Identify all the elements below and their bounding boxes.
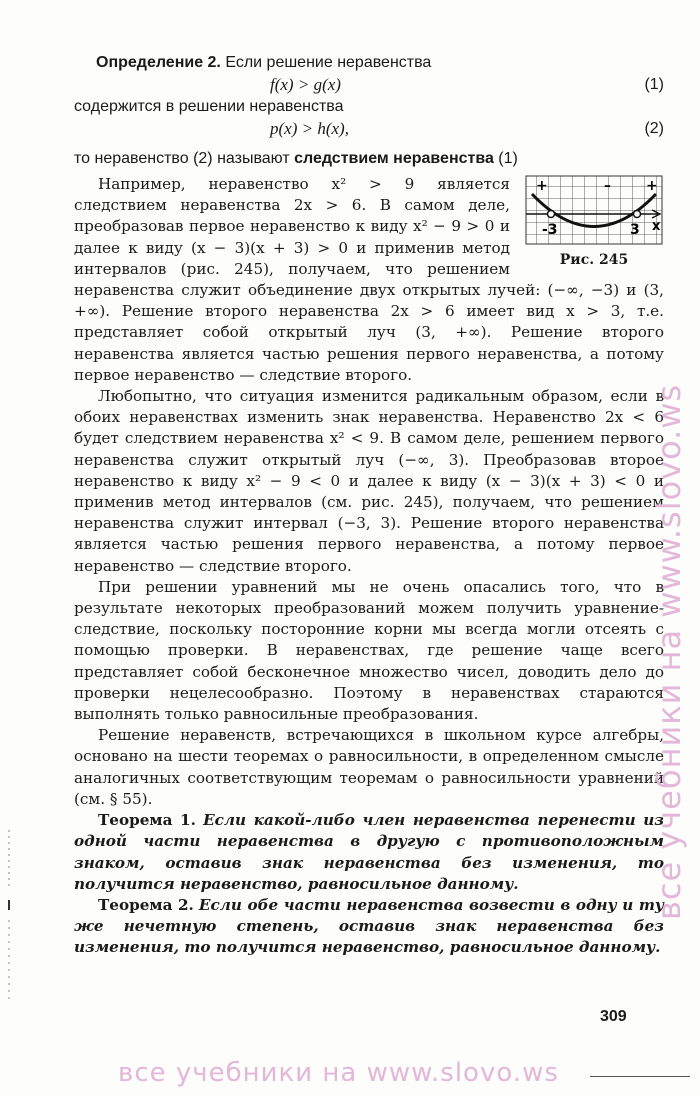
margin-scan-marks (4, 830, 14, 1000)
bottom-rule (590, 1076, 690, 1077)
label-minus-3: -3 (542, 222, 558, 238)
theorem-2-text: Если обе части неравенства возвести в одну и ту же нечетную степень, оставив знак неравенства без изменения, то получится неравенство, равносильное данному. (74, 895, 664, 957)
sign-minus: – (604, 178, 611, 194)
label-plus-3: 3 (630, 222, 640, 238)
definition-conclusion-post: (1) (493, 150, 518, 167)
watermark-side: все учебники на www.slovo.ws (650, 383, 688, 920)
formula-2-number: (2) (644, 120, 664, 137)
definition-text-2: содержится в решении неравенства (74, 98, 344, 115)
formula-1-number: (1) (644, 76, 664, 93)
paragraph-example: Например, неравенство x² > 9 является следствием неравенства 2x > 6. В самом деле, преобразовав первое неравенство к виду x² − 9 > 0 и далее к виду (x − 3)(x + 3) > 0 и применив метод интервалов (рис. 245), получаем, что решением неравенства служит объединение двух открытых лучей: (−∞, −3) и (3, +∞). Решение второго неравенства 2x > 6 имеет вид x > 3, т.е. представляет собой открытый луч (3, +∞). Решение второго неравенства является частью решения первого неравенства, а потому первое неравенство — следствие второго. (74, 175, 664, 384)
label-x-axis: x (652, 219, 661, 234)
paragraph-reverse: Любопытно, что ситуация изменится радикальным образом, если в обоих неравенствах изменить знак неравенства. Неравенство 2x < 6 будет следствием неравенства x² < 9. В самом деле, решением первого неравенства служит открытый луч (−∞, 3). Преобразовав второе неравенство к виду x² − 9 < 0 и далее к виду (x − 3)(x + 3) < 0 и применив метод интервалов (см. рис. 245), получаем, что решением неравенства служит интервал (−3, 3). Решение второго неравенства является частью решения первого неравенства, а потому первое неравенство — следствие второго. (74, 387, 664, 575)
page-number: 309 (600, 1008, 627, 1025)
theorem-1-text: Если какой-либо член неравенства перенести из одной части неравенства в другую с противоположным знаком, оставив знак неравенства без изменения, то получится неравенство, равносильное данному. (74, 811, 665, 893)
theorem-2 (74, 895, 664, 959)
definition-text-1: Если решение неравенства (225, 54, 432, 71)
figure-caption: Рис. 245 (559, 252, 629, 268)
paragraph-theorems-intro: Решение неравенств, встречающихся в школьном курсе алгебры, основано на шести теоремах о равносильности, в определенном смысле аналогичных соответствующим теоремам о равносильности уравнений (см. § 55). (74, 726, 664, 808)
sign-plus-right: + (646, 178, 658, 194)
definition-title: Определение 2. (96, 54, 221, 71)
formula-1-row (74, 74, 664, 96)
figure-245 (524, 174, 664, 268)
interval-method-graph (524, 174, 664, 246)
definition-line-1 (74, 52, 664, 74)
definition-conclusion-pre: то неравенство (2) называют (74, 150, 295, 167)
page-content (74, 52, 664, 959)
point-minus-3 (548, 211, 555, 218)
formula-1: f(x) > g(x) (270, 75, 341, 94)
theorem-1-title: Теорема 1. (98, 811, 196, 830)
theorem-2-title: Теорема 2. (98, 895, 194, 914)
paragraph-equations: При решении уравнений мы не очень опасались того, что в результате некоторых преобразований можем получить уравнение-следствие, поскольку посторонние корни мы всегда могли отсеять с помощью проверки. В неравенствах, где решение чаще всего представляет собой бесконечное множество чисел, доводить дело до проверки нецелесообразно. Поэтому в неравенствах стараются выполнять только равносильные преобразования. (74, 577, 664, 724)
point-plus-3 (634, 211, 641, 218)
definition-conclusion (74, 148, 664, 170)
theorem-1 (74, 810, 664, 895)
example-section (74, 174, 664, 386)
watermark-bottom: все учебники на www.slovo.ws (118, 1058, 559, 1088)
sign-plus-left: + (536, 178, 548, 194)
formula-2: p(x) > h(x), (270, 119, 349, 138)
formula-2-row (74, 118, 664, 140)
definition-term: следствием неравенства (294, 150, 494, 167)
